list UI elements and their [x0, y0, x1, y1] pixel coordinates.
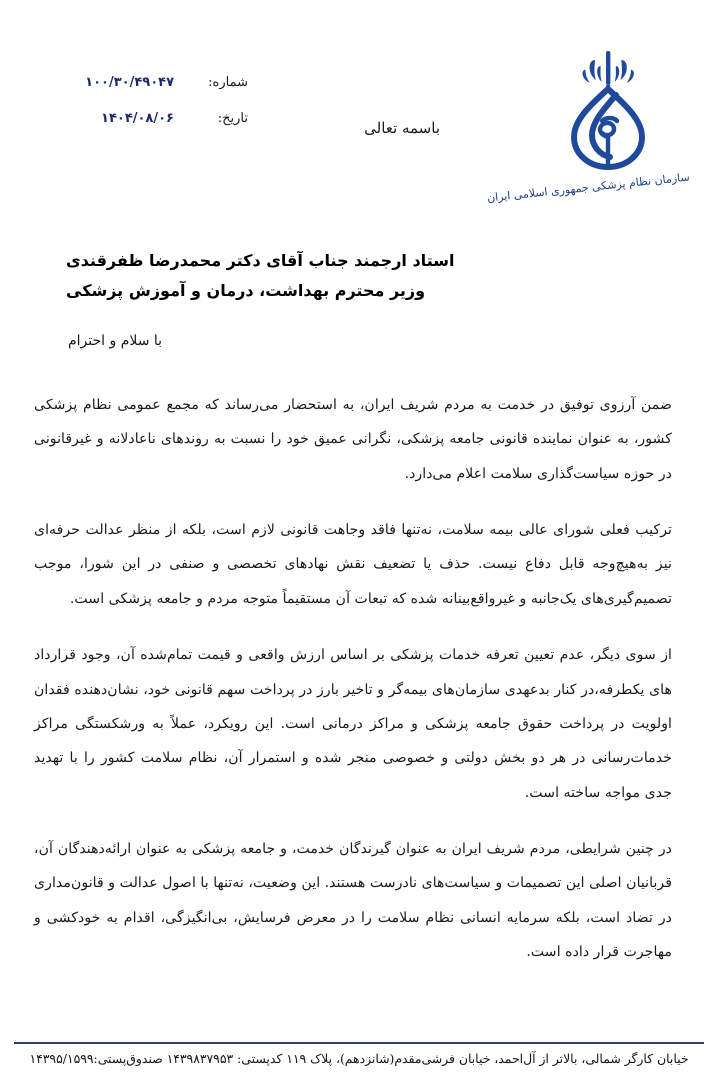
logo-caption: سازمان نظام پزشکی جمهوری اسلامی ایران — [486, 170, 691, 205]
letter-number-label: شماره: — [208, 75, 248, 90]
addressee-block — [40, 246, 678, 305]
letter-body — [34, 388, 672, 991]
letter-meta — [58, 75, 248, 147]
body-paragraph: در چنین شرایطی، مردم شریف ایران به عنوان گیرندگان خدمت، و جامعه پزشکی به عنوان ارائه‌دهندگان آن، قربانیان اصلی این تصمیمات و سیاست‌های نادرست هستند. این وضعیت، نه‌تنها با اصول عدالت و قانون‌مداری در تضاد است، بلکه سرمایه انسانی نظام سلامت را در معرض فرسایش، بی‌انگیزگی، اقدام به خودکشی و مهاجرت قرار داده است. — [34, 840, 672, 961]
addressee-name: استاد ارجمند جناب آقای دکتر محمدرضا ظفرقندی — [66, 251, 455, 270]
footer-divider — [14, 1042, 704, 1044]
letter-date-value: ۱۴۰۴/۰۸/۰۶ — [101, 111, 174, 126]
letter-number-value: ۱۰۰/۳۰/۴۹۰۴۷ — [85, 75, 174, 90]
medical-council-emblem-icon — [544, 45, 672, 177]
basmala-text: باسمه تعالی — [364, 119, 440, 137]
footer-address: خیابان کارگر شمالی، بالاتر از آل‌احمد، خیابان فرشی‌مقدم(شانزدهم)، پلاک ۱۱۹ کدپستی: ۱۴۳۹۸۳۷۹۵۳ صندوق‌پستی:۱۴۳۹۵/۱۵۹۹ — [29, 1051, 689, 1066]
greeting-text: با سلام و احترام — [68, 333, 163, 349]
body-paragraph: ضمن آرزوی توفیق در خدمت به مردم شریف ایران، به استحضار می‌رساند که مجمع عمومی نظام پزشکی کشور، به عنوان نماینده قانونی جامعه پزشکی، نگرانی عمیق خود را نسبت به روندهای ناعادلانه و غیرقانونی در حوزه سیاست‌گذاری سلامت اعلام می‌دارد. — [34, 397, 672, 482]
body-paragraph: از سوی دیگر، عدم تعیین تعرفه خدمات پزشکی بر اساس ارزش واقعی و قیمت تمام‌شده آن، وجود قرارداد های یکطرفه،در کنار بدعهدی سازمان‌های بیمه‌گر و تاخیر بارز در پرداخت سهم قانونی خود، نشان‌دهنده فقدان اولویت در پرداخت حقوق جامعه پزشکی و مراکز درمانی است. این رویکرد، عملاً به ورشکستگی مراکز خدمات‌رسانی در هر دو بخش دولتی و خصوصی منجر شده و استمرار آن، نظام سلامت کشور را با تهدید جدی مواجه ساخته است. — [34, 647, 672, 801]
letter-date-label: تاریخ: — [217, 111, 248, 126]
letter-header — [0, 45, 718, 230]
letter-number-row — [58, 75, 248, 90]
letter-date-row — [58, 111, 248, 126]
organization-logo — [486, 45, 691, 205]
addressee-title: وزیر محترم بهداشت، درمان و آموزش پزشکی — [66, 280, 426, 300]
body-paragraph: ترکیب فعلی شورای عالی بیمه سلامت، نه‌تنها فاقد وجاهت قانونی لازم است، بلکه از منظر عدالت حرفه‌ای نیز به‌هیچ‌وجه قابل دفاع نیست. حذف یا تضعیف نقش نهادهای تخصصی و صنفی در این شورا، موجب تصمیم‌گیری‌های یک‌جانبه و غیرواقع‌بینانه شده که تبعات آن مستقیماً متوجه مردم و جامعه پزشکی است. — [34, 522, 672, 607]
letter-footer — [0, 1042, 718, 1066]
